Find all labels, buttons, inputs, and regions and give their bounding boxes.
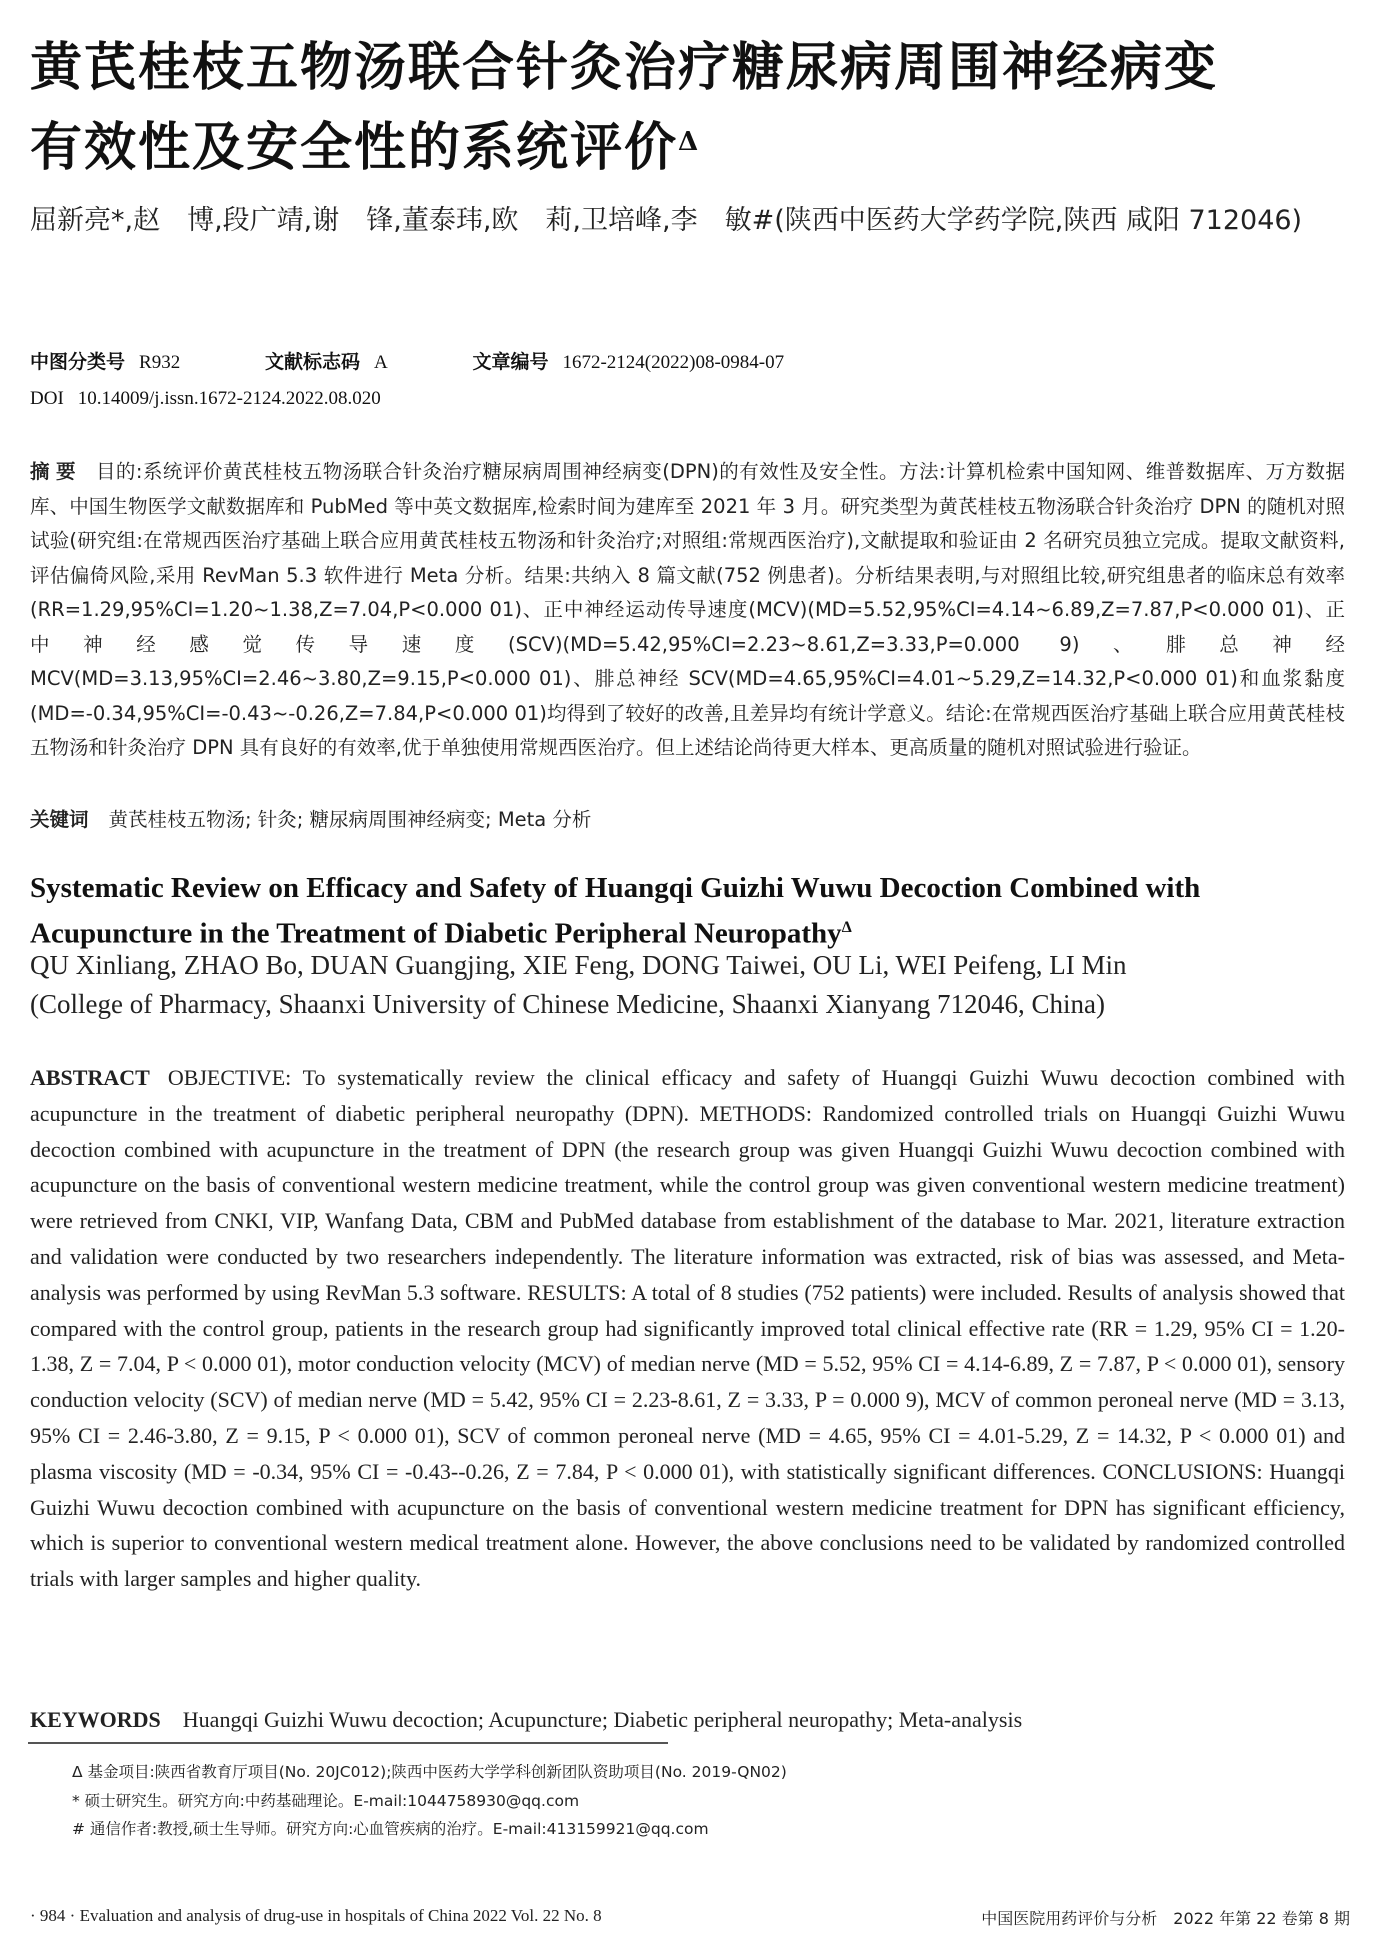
chinese-abstract [30, 455, 1345, 766]
footnote-corresponding-author: # 通信作者:教授,硕士生导师。研究方向:心血管疾病的治疗。E-mail:413159921@qq.com [72, 1820, 709, 1838]
article-no-value: 1672-2124(2022)08-0984-07 [562, 352, 785, 373]
chinese-title-line-1: 黄芪桂枝五物汤联合针灸治疗糖尿病周围神经病变 [30, 37, 1219, 98]
doc-code-value: A [373, 352, 388, 373]
clc-label: 中图分类号 [30, 351, 126, 373]
english-abstract-label: ABSTRACT [30, 1065, 150, 1090]
english-keywords-label: KEYWORDS [30, 1707, 161, 1732]
chinese-keywords [30, 803, 591, 837]
doc-code-label: 文献标志码 [264, 351, 360, 373]
chinese-keywords-label: 关键词 [30, 808, 89, 831]
english-keywords-text: Huangqi Guizhi Wuwu decoction; Acupuncture; Diabetic peripheral neuropathy; Meta-analysis [182, 1707, 1023, 1732]
english-authors: QU Xinliang, ZHAO Bo, DUAN Guangjing, XIE Feng, DONG Taiwei, OU Li, WEI Peifeng, LI Min [30, 950, 1127, 980]
chinese-title [30, 28, 1350, 188]
article-metadata [30, 344, 864, 417]
chinese-abstract-text: 目的:系统评价黄芪桂枝五物汤联合针灸治疗糖尿病周围神经病变(DPN)的有效性及安全性。方法:计算机检索中国知网、维普数据库、万方数据库、中国生物医学文献数据库和 PubMed 等中英文数据库,检索时间为建库至 2021 年 3 月。研究类型为黄芪桂枝五物汤联合针灸治疗 DPN 的随机对照试验(研究组:在常规西医治疗基础上联合应用黄芪桂枝五物汤和针灸治疗;对照组:常规西医治疗),文献提取和验证由 2 名研究员独立完成。提取文献资料,评估偏倚风险,采用 RevMan 5.3 软件进行 Meta 分析。结果:共纳入 8 篇文献(752 例患者)。分析结果表明,与对照组比较,研究组患者的临床总有效率(RR=1.29,95%CI=1.20~1.38,Z=7.04,P<0.000 01)、正中神经运动传导速度(MCV)(MD=5.52,95%CI=4.14~6.89,Z=7.87,P<0.000 01)、正中神经感觉传导速度(SCV)(MD=5.42,95%CI=2.23~8.61,Z=3.33,P=0.000 9)、腓总神经 MCV(MD=3.13,95%CI=2.46~3.80,Z=9.15,P<0.000 01)、腓总神经 SCV(MD=4.65,95%CI=4.01~5.29,Z=14.32,P<0.000 01)和血浆黏度(MD=-0.34,95%CI=-0.43~-0.26,Z=7.84,P<0.000 01)均得到了较好的改善,且差异均有统计学意义。结论:在常规西医治疗基础上联合应用黄芪桂枝五物汤和针灸治疗 DPN 具有良好的有效率,优于单独使用常规西医治疗。但上述结论尚待更大样本、更高质量的随机对照试验进行验证。 [30, 460, 1345, 759]
clc-value: R932 [139, 352, 181, 373]
english-keywords [30, 1702, 1022, 1738]
doi-label: DOI [30, 388, 64, 409]
doi-value[interactable]: 10.14009/j.issn.1672-2124.2022.08.020 [77, 388, 381, 409]
chinese-title-line-2: 有效性及安全性的系统评价 [30, 117, 679, 178]
english-title-text: Systematic Review on Efficacy and Safety of Huangqi Guizhi Wuwu Decoction Combined with Acupuncture in the Treatment of Diabetic Peripheral Neuropathy [30, 872, 1201, 950]
footnote-first-author: * 硕士研究生。研究方向:中药基础理论。E-mail:1044758930@qq.com [72, 1791, 580, 1810]
footnotes [72, 1758, 787, 1844]
english-title [30, 868, 1350, 954]
chinese-keywords-text: 黄芪桂枝五物汤; 针灸; 糖尿病周围神经病变; Meta 分析 [108, 808, 592, 831]
footnote-funding: Δ 基金项目:陕西省教育厅项目(No. 20JC012);陕西中医药大学学科创新团队资助项目(No. 2019-QN02) [72, 1763, 787, 1781]
english-funding-mark: Δ [841, 919, 852, 936]
chinese-abstract-label: 摘要 [30, 460, 82, 483]
footer-journal-english: · 984 · Evaluation and analysis of drug-use in hospitals of China 2022 Vol. 22 No. 8 [30, 1906, 602, 1925]
footnote-divider [28, 1742, 668, 1744]
english-abstract [30, 1060, 1345, 1597]
english-abstract-text: OBJECTIVE: To systematically review the clinical efficacy and safety of Huangqi Guizhi Wuwu decoction combined with acupuncture in the treatment of diabetic peripheral neuropathy (DPN). METHODS: Randomized controlled trials on Huangqi Guizhi Wuwu decoction combined with acupuncture in the treatment of DPN (the research group was given Huangqi Guizhi Wuwu decoction combined with acupuncture on the basis of conventional western medicine treatment, while the control group was given conventional western medicine treatment) were retrieved from CNKI, VIP, Wanfang Data, CBM and PubMed database from establishment of the database to Mar. 2021, literature extraction and validation were conducted by two researchers independently. The literature information was extracted, risk of bias was assessed, and Meta-analysis was performed by using RevMan 5.3 software. RESULTS: A total of 8 studies (752 patients) were included. Results of analysis showed that compared with the control group, patients in the research group had significantly improved total clinical effective rate (RR = 1.29, 95% CI = 1.20-1.38, Z = 7.04, P < 0.000 01), motor conduction velocity (MCV) of median nerve (MD = 5.52, 95% CI = 4.14-6.89, Z = 7.87, P < 0.000 01), sensory conduction velocity (SCV) of median nerve (MD = 5.42, 95% CI = 2.23-8.61, Z = 3.33, P = 0.000 9), MCV of common peroneal nerve (MD = 3.13, 95% CI = 2.46-3.80, Z = 9.15, P < 0.000 01), SCV of common peroneal nerve (MD = 4.65, 95% CI = 4.01-5.29, Z = 14.32, P < 0.000 01) and plasma viscosity (MD = -0.34, 95% CI = -0.43--0.26, Z = 7.84, P < 0.000 01), with statistically significant differences. CONCLUSIONS: Huangqi Guizhi Wuwu decoction combined with acupuncture on the basis of conventional western medicine treatment for DPN has significant efficiency, which is superior to conventional western medical treatment alone. However, the above conclusions need to be validated by randomized controlled trials with larger samples and higher quality. [30, 1065, 1345, 1592]
chinese-authors-affiliation: 屈新亮*,赵 博,段广靖,谢 锋,董泰玮,欧 莉,卫培峰,李 敏#(陕西中医药大学药学院,陕西 咸阳 712046) [30, 205, 1303, 236]
english-affiliation: (College of Pharmacy, Shaanxi University of Chinese Medicine, Shaanxi Xianyang 712046, China) [30, 989, 1106, 1019]
footer-journal-chinese: 中国医院用药评价与分析 2022 年第 22 卷第 8 期 [981, 1909, 1350, 1928]
funding-mark: Δ [678, 127, 701, 157]
article-no-label: 文章编号 [472, 351, 549, 373]
